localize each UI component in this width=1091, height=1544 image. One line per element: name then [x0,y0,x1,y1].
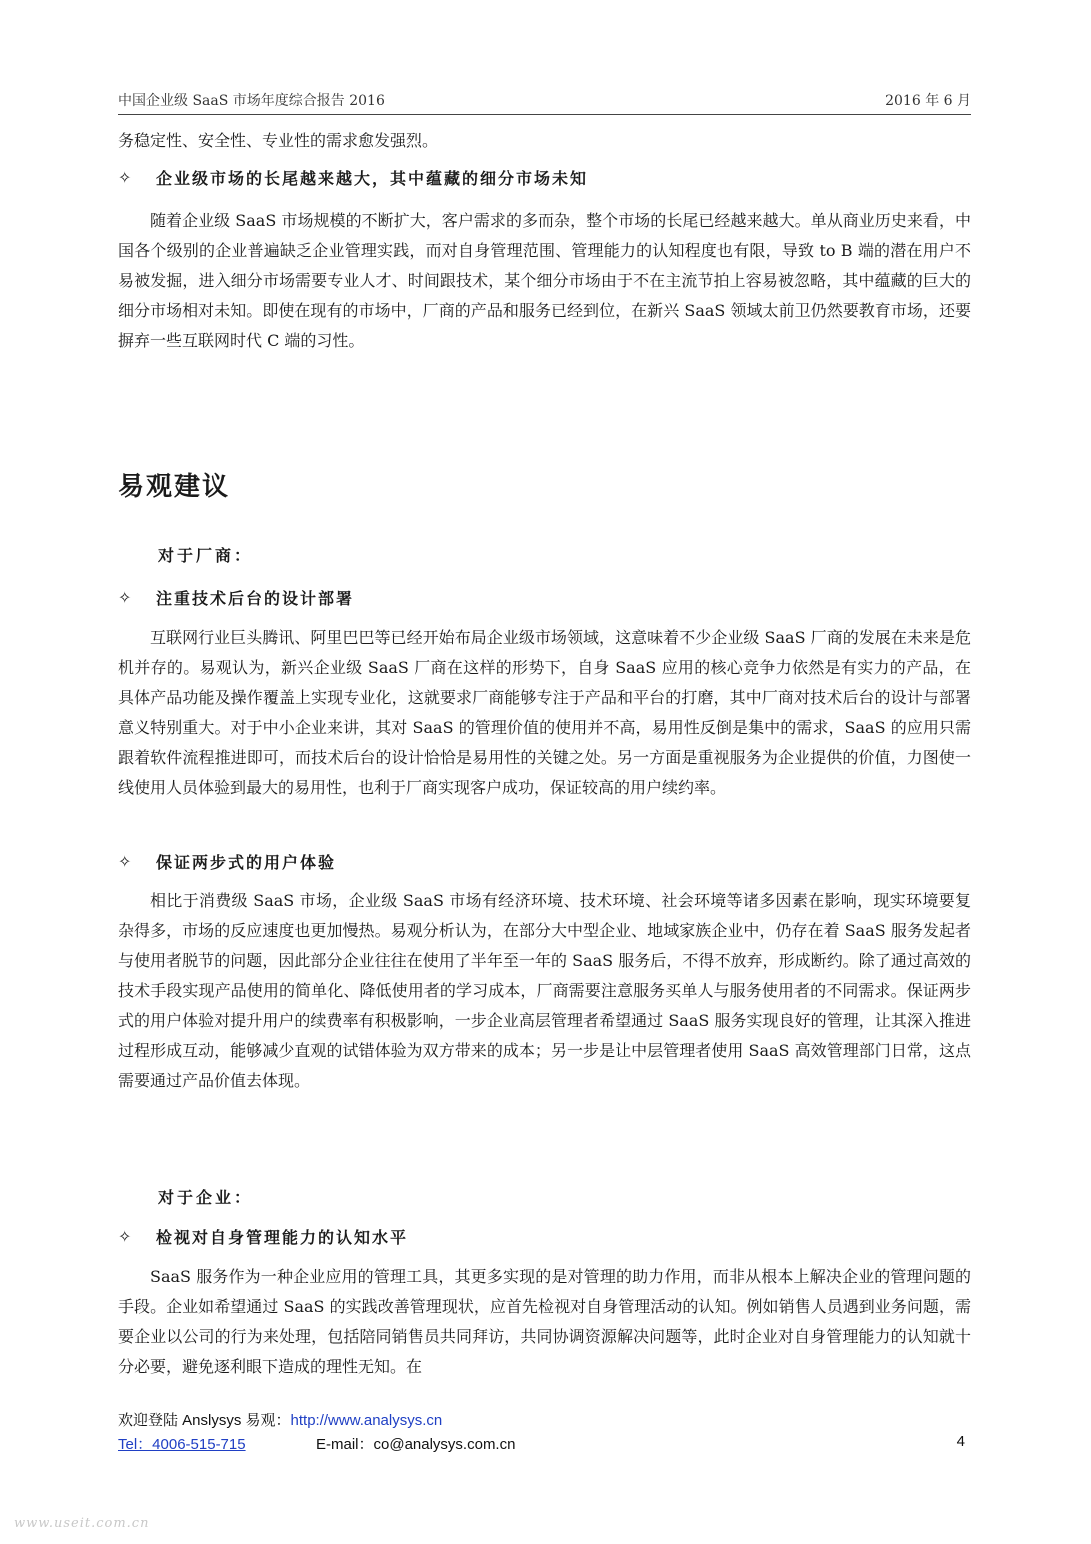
subheading-vendors: 对于厂商： [158,546,254,565]
page-header [118,90,971,115]
header-title: 中国企业级 SaaS 市场年度综合报告 2016 [118,93,385,109]
footer-line-1 [118,1409,971,1430]
page-number: 4 [956,1433,965,1450]
bullet-heading-self-assessment [118,1225,971,1248]
intro-line: 务稳定性、安全性、专业性的需求愈发强烈。 [118,131,439,150]
paragraph-tech-backend: 互联网行业巨头腾讯、阿里巴巴等已经开始布局企业级市场领域，这意味着不少企业级 SaaS 厂商的发展在未来是危机并存的。易观认为，新兴企业级 SaaS 厂商在这样的形势下，自身 SaaS 应用的核心竞争力依然是有实力的产品，在具体产品功能及操作覆盖上实现专业化，这就要求厂商能够专注于产品和平台的打磨，其中厂商对技术后台的设计与部署意义特别重大。对于中小企业来讲，其对 SaaS 的管理价值的使用并不高，易用性反倒是集中的需求，SaaS 的应用只需跟着软件流程推进即可，而技术后台的设计恰恰是易用性的关键之处。另一方面是重视服务为企业提供的价值，力图使一线使用人员体验到最大的易用性，也利于厂商实现客户成功，保证较高的用户续约率。 [118,628,971,797]
footer-welcome: 欢迎登陆 Anslysys 易观： [118,1412,291,1429]
bullet-heading-text: 注重技术后台的设计部署 [156,589,355,608]
watermark: www.useit.com.cn [14,1516,150,1531]
header-date: 2016 年 6 月 [885,93,971,109]
diamond-bullet-icon: ✧ [118,588,134,607]
paragraph-two-step: 相比于消费级 SaaS 市场，企业级 SaaS 市场有经济环境、技术环境、社会环境等诸多因素在影响，现实环境要复杂得多，市场的反应速度也更加慢热。易观分析认为，在部分大中型企业、地域家族企业中，仍存在着 SaaS 服务发起者与使用者脱节的问题，因此部分企业往往在使用了半年至一年的 SaaS 服务后，不得不放弃，形成断约。除了通过高效的技术手段实现产品使用的简单化、降低使用者的学习成本，厂商需要注意服务买单人与服务使用者的不同需求。保证两步式的用户体验对提升用户的续费率有积极影响，一步企业高层管理者希望通过 SaaS 服务实现良好的管理，让其深入推进过程形成互动，能够减少直观的试错体验为双方带来的成本；另一步是让中层管理者使用 SaaS 高效管理部门日常，这点需要通过产品价值去体现。 [118,891,971,1090]
section-title: 易观建议 [118,472,231,502]
paragraph-self-assessment: SaaS 服务作为一种企业应用的管理工具，其更多实现的是对管理的助力作用，而非从根本上解决企业的管理问题的手段。企业如希望通过 SaaS 的实践改善管理现状，应首先检视对自身管理活动的认知。例如销售人员遇到业务问题，需要企业以公司的行为来处理，包括陪同销售员共同拜访，共同协调资源解决问题等，此时企业对自身管理能力的认知就十分必要，避免逐利眼下造成的理性无知。在 [118,1267,971,1376]
bullet-heading-longtail [118,166,971,189]
bullet-heading-two-step [118,850,971,873]
diamond-bullet-icon: ✧ [118,1227,134,1246]
bullet-heading-text: 检视对自身管理能力的认知水平 [156,1228,409,1247]
paragraph-longtail: 随着企业级 SaaS 市场规模的不断扩大，客户需求的多而杂，整个市场的长尾已经越来越大。单从商业历史来看，中国各个级别的企业普遍缺乏企业管理实践，而对自身管理范围、管理能力的认知程度也有限，导致 to B 端的潜在用户不易被发掘，进入细分市场需要专业人才、时间跟技术，某个细分市场由于不在主流节拍上容易被忽略，其中蕴藏的巨大的细分市场相对未知。即使在现有的市场中，厂商的产品和服务已经到位，在新兴 SaaS 领域太前卫仍然要教育市场，还要摒弃一些互联网时代 C 端的习性。 [118,211,971,350]
diamond-bullet-icon: ✧ [118,852,134,871]
footer-line-2 [118,1433,971,1454]
diamond-bullet-icon: ✧ [118,168,134,187]
footer-email: E-mail：co@analysys.com.cn [316,1436,516,1453]
footer-tel-link[interactable]: Tel：4006-515-715 [118,1436,246,1453]
bullet-heading-text: 保证两步式的用户体验 [156,853,337,872]
bullet-heading-tech-backend [118,586,971,609]
bullet-heading-text: 企业级市场的长尾越来越大，其中蕴藏的细分市场未知 [156,169,589,188]
subheading-enterprises: 对于企业： [158,1188,254,1207]
footer-url-link[interactable]: http://www.analysys.cn [290,1412,443,1429]
